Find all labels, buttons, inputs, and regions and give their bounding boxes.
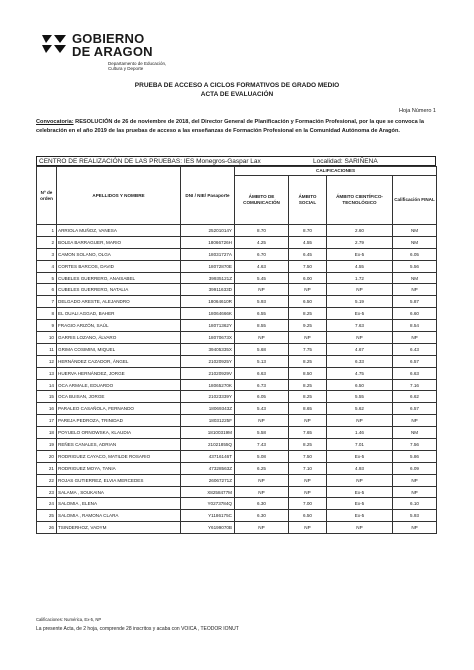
student-dni: Y0273784Q [181,498,235,510]
table-row [37,462,437,474]
student-dni: 18031727A [181,248,235,260]
student-name: CUBELES GUERRERO, NATALIA [57,284,181,296]
score-social: 8.25 [289,379,327,391]
table-row [37,474,437,486]
student-name: RODRIGUEZ CAYACO, MATILDE ROSARIO [57,450,181,462]
document-subtitle: ACTA DE EVALUACIÓN [200,91,274,98]
logo-line2: DE ARAGON [72,44,153,59]
student-name: HERNÁNDEZ CAZADOR, ÁNGEL [57,355,181,367]
row-number: 9 [37,320,57,332]
score-comunicacion: 5.08 [235,450,289,462]
col-header-name: APELLIDOS Y NOMBRE [57,167,181,225]
score-comunicacion: 6.55 [235,308,289,320]
score-cientifico: Ex-5 [327,450,393,462]
student-name: ROJAS GUTIERREZ, ELVIA MERCEDES [57,474,181,486]
row-number: 4 [37,260,57,272]
row-number: 6 [37,284,57,296]
score-final: NP [393,284,437,296]
score-social: 7.10 [289,462,327,474]
score-social: NP [289,284,327,296]
score-cientifico: Ex-5 [327,486,393,498]
score-comunicacion: 5.93 [235,296,289,308]
row-number: 12 [37,355,57,367]
score-comunicacion: 5.68 [235,343,289,355]
row-number: 10 [37,332,57,344]
score-final: 7.16 [393,379,437,391]
score-final: 6.43 [393,343,437,355]
score-social: 6.00 [289,272,327,284]
table-row [37,450,437,462]
score-comunicacion: NP [235,474,289,486]
score-final: NP [393,522,437,534]
footer-note: Calificaciones: Numérica, Ex-5, NP [36,617,102,622]
table-row [37,367,437,379]
row-number: 18 [37,427,57,439]
row-number: 19 [37,439,57,451]
score-cientifico: Ex-5 [327,510,393,522]
score-comunicacion: NP [235,522,289,534]
convocatoria-label: Convocatoria: [36,119,74,125]
student-name: SALOMIA , RAMONA CLARA [57,510,181,522]
score-cientifico: 2.60 [327,225,393,237]
student-name: GRIMA COSIMINI, MIQUEL [57,343,181,355]
score-social: 9.25 [289,320,327,332]
localidad-label: Localidad: SARIÑENA [313,158,378,165]
table-row [37,248,437,260]
score-social: NP [289,332,327,344]
score-final: 5.93 [393,510,437,522]
row-number: 20 [37,450,57,462]
col-header-num: Nº de orden [37,167,57,225]
score-social: 8.25 [289,355,327,367]
student-dni: 21023339Y [181,391,235,403]
score-comunicacion: 4.25 [235,236,289,248]
student-name: POYUELO ORNOWSKA, KLAUDIA [57,427,181,439]
student-dni: 25201014Y [181,225,235,237]
student-name: TSINDERHOZ, VADYM [57,522,181,534]
score-cientifico: 1.46 [327,427,393,439]
score-final: 6.63 [393,367,437,379]
student-dni: 18065270K [181,379,235,391]
score-cientifico: NP [327,415,393,427]
row-number: 11 [37,343,57,355]
student-dni: Y1186175C [181,510,235,522]
row-number: 5 [37,272,57,284]
student-name: CAMON SOLANO, OLGA [57,248,181,260]
table-row [37,403,437,415]
convocatoria-text: RESOLUCIÓN de 26 de noviembre de 2018, del Director General de Planificación y Formación Profesional, por la que se convoca la celebración en el año 2019 de las pruebas de acceso a las enseñanzas de Formación Profesional en la Comunidad Autónoma de Aragón. [36,119,424,134]
score-social: 7.00 [289,498,327,510]
score-comunicacion: 6.70 [235,248,289,260]
score-social: 4.55 [289,236,327,248]
score-social: 7.50 [289,450,327,462]
score-social: NP [289,522,327,534]
score-final: 7.56 [393,439,437,451]
student-dni: 43716146T [181,450,235,462]
row-number: 1 [37,225,57,237]
centro-label: CENTRO DE REALIZACIÓN DE LAS PRUEBAS: IES Monegros-Gaspar Lax [39,158,261,165]
student-dni: 18069343Z [181,403,235,415]
table-row [37,427,437,439]
student-dni: 39935121Z [181,272,235,284]
score-social: 6.45 [289,248,327,260]
score-social: 8.25 [289,439,327,451]
table-row [37,415,437,427]
row-number: 2 [37,236,57,248]
table-row [37,320,437,332]
score-final: 6.09 [393,462,437,474]
row-number: 24 [37,498,57,510]
aragon-flag-icon [40,32,68,60]
table-row [37,498,437,510]
score-comunicacion: 6.30 [235,510,289,522]
score-cientifico: Ex-5 [327,498,393,510]
score-cientifico: 5.19 [327,296,393,308]
student-dni: 18071362Y [181,320,235,332]
student-name: GARRIS LOZANO, ÁLVARO [57,332,181,344]
score-comunicacion: 5.43 [235,403,289,415]
table-row [37,284,437,296]
score-cientifico: NP [327,474,393,486]
col-header-cientifico: ÁMBITO CIENTÍFICO-TECNOLÓGICO [327,176,393,225]
student-name: PARALEO CASAÑOLA, FERNANDO [57,403,181,415]
student-dni: 18100319M [181,427,235,439]
score-cientifico: 2.79 [327,236,393,248]
score-social: 8.25 [289,391,327,403]
table-row [37,355,437,367]
score-cientifico: 1.72 [327,272,393,284]
score-social: 6.50 [289,510,327,522]
table-row [37,236,437,248]
score-cientifico: Ex-5 [327,308,393,320]
score-comunicacion: 5.13 [235,355,289,367]
student-dni: 21020929V [181,367,235,379]
score-final: 6.62 [393,391,437,403]
score-comunicacion: 6.30 [235,498,289,510]
score-final: 6.57 [393,403,437,415]
student-dni: 47328563Z [181,462,235,474]
score-final: 5.87 [393,296,437,308]
table-row [37,391,437,403]
row-number: 7 [37,296,57,308]
footer-summary: La presente Acta, de 2 hoja, comprende 28 inscritos y acaba con VOICA , TEODOR IONUT [36,626,239,632]
student-name: RODRIGUEZ MOYA, TANIA [57,462,181,474]
score-comunicacion: NP [235,284,289,296]
score-final: NM [393,225,437,237]
col-header-final: Calificación FINAL [393,176,437,225]
score-cientifico: 7.01 [327,439,393,451]
student-name: HUERVA HERNÁNDEZ, JORGE [57,367,181,379]
student-dni: 18064610R [181,296,235,308]
score-comunicacion: NP [235,415,289,427]
score-comunicacion: 7.43 [235,439,289,451]
student-dni: 18031225F [181,415,235,427]
score-social: 8.70 [289,225,327,237]
logo-line1: GOBIERNO [72,31,145,46]
score-cientifico: 7.63 [327,320,393,332]
score-comunicacion: 5.58 [235,427,289,439]
table-row [37,343,437,355]
table-row [37,439,437,451]
score-social: 7.50 [289,260,327,272]
score-comunicacion: 6.25 [235,462,289,474]
score-social: 8.65 [289,403,327,415]
table-row [37,296,437,308]
logo-sub2: Cultura y Deporte [108,66,144,71]
score-final: NM [393,236,437,248]
document-title: PRUEBA DE ACCESO A CICLOS FORMATIVOS DE GRADO MEDIO [134,82,340,89]
student-dni: 18064666K [181,308,235,320]
row-number: 25 [37,510,57,522]
student-name: DELGADO ARESTE, ALEJANDRO [57,296,181,308]
student-name: CUBELES GUERRERO, ANAISABEL [57,272,181,284]
student-name: OCA ARMALE, EDUARDO [57,379,181,391]
score-final: NM [393,427,437,439]
table-row [37,522,437,534]
score-cientifico: 5.55 [327,391,393,403]
table-row [37,225,437,237]
table-row [37,308,437,320]
gobierno-aragon-logo [40,28,200,74]
table-row [37,332,437,344]
score-final: 6.60 [393,308,437,320]
score-comunicacion: 5.45 [235,272,289,284]
score-comunicacion: 4.63 [235,260,289,272]
score-social: NP [289,486,327,498]
score-final: 5.86 [393,450,437,462]
student-dni: X8258477M [181,486,235,498]
row-number: 14 [37,379,57,391]
score-comunicacion: 6.73 [235,379,289,391]
score-comunicacion: NP [235,486,289,498]
score-comunicacion: NP [235,332,289,344]
score-final: NP [393,332,437,344]
student-name: OCA BUISAN, JORGE [57,391,181,403]
logo-sub1: Departamento de Educación, [108,61,167,66]
table-row [37,260,437,272]
student-name: EL OUALI AGGAD, BAHER [57,308,181,320]
results-table [36,166,437,534]
score-final: NP [393,415,437,427]
score-final: 8.54 [393,320,437,332]
score-cientifico: 4.55 [327,260,393,272]
table-row [37,486,437,498]
student-name: ARRIOLA MUÑOZ, VANESA [57,225,181,237]
row-number: 8 [37,308,57,320]
student-name: CORTES BARCOS, DAVID [57,260,181,272]
score-final: 6.57 [393,355,437,367]
score-comunicacion: 8.70 [235,225,289,237]
student-dni: Y6199070B [181,522,235,534]
page-number: Hoja Número 1 [399,108,436,114]
row-number: 15 [37,391,57,403]
student-name: BOLEA BARRAGUER, MARIO [57,236,181,248]
student-dni: 21020925Y [181,355,235,367]
table-row [37,272,437,284]
student-dni: 21021855Q [181,439,235,451]
score-cientifico: 4.93 [327,462,393,474]
student-dni: 26067271Z [181,474,235,486]
student-name: SALOMIA , ELENA [57,498,181,510]
score-cientifico: NP [327,522,393,534]
score-cientifico: Ex-5 [327,248,393,260]
table-row [37,379,437,391]
col-header-calificaciones: CALIFICACIONES [235,167,437,176]
convocatoria-paragraph [36,118,436,135]
col-header-comunicacion: ÁMBITO DE COMUNICACIÓN [235,176,289,225]
row-number: 23 [37,486,57,498]
student-dni: 39405335X [181,343,235,355]
score-final: 6.05 [393,248,437,260]
score-social: 7.75 [289,343,327,355]
score-cientifico: 4.75 [327,367,393,379]
score-social: 8.50 [289,367,327,379]
col-header-social: ÁMBITO SOCIAL [289,176,327,225]
score-social: 6.50 [289,296,327,308]
score-cientifico: 6.33 [327,355,393,367]
score-final: NM [393,272,437,284]
score-final: 5.56 [393,260,437,272]
score-cientifico: NP [327,284,393,296]
student-dni: 18072870E [181,260,235,272]
centro-box [36,156,436,166]
score-social: 8.25 [289,308,327,320]
row-number: 26 [37,522,57,534]
row-number: 16 [37,403,57,415]
row-number: 3 [37,248,57,260]
score-comunicacion: 6.63 [235,367,289,379]
student-dni: 39911633D [181,284,235,296]
student-name: REÑES CANALES, ADRIAN [57,439,181,451]
student-name: FRAGIO ARIZÓN, SAÚL [57,320,181,332]
score-final: NP [393,474,437,486]
score-comunicacion: 8.55 [235,320,289,332]
score-cientifico: 4.67 [327,343,393,355]
student-name: PAREJA PEDROZA, TRINIDAD [57,415,181,427]
score-cientifico: 5.62 [327,403,393,415]
table-row [37,510,437,522]
row-number: 22 [37,474,57,486]
row-number: 13 [37,367,57,379]
score-final: 6.10 [393,498,437,510]
score-social: NP [289,415,327,427]
student-dni: 18066726H [181,236,235,248]
score-cientifico: 6.50 [327,379,393,391]
score-comunicacion: 6.05 [235,391,289,403]
row-number: 21 [37,462,57,474]
score-social: NP [289,474,327,486]
student-dni: 18070673X [181,332,235,344]
score-social: 7.65 [289,427,327,439]
row-number: 17 [37,415,57,427]
score-final: NP [393,486,437,498]
score-cientifico: NP [327,332,393,344]
student-name: SALAMA , SOUKAINA [57,486,181,498]
col-header-dni: DNI / NIE/ Pasaporte [181,167,235,225]
